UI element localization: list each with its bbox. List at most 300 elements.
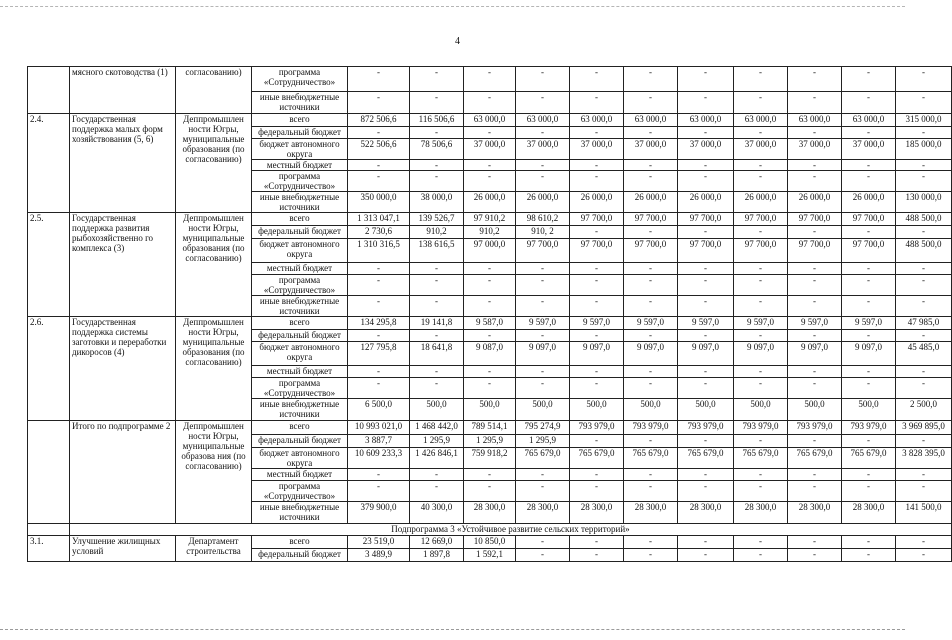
- amount-cell: -: [464, 481, 516, 502]
- amount-cell: 765 679,0: [624, 448, 678, 469]
- amount-cell: -: [516, 67, 570, 92]
- executor-cell: Департамент строительства: [176, 536, 252, 562]
- amount-cell: -: [464, 366, 516, 378]
- amount-cell: 28 300,0: [516, 502, 570, 524]
- amount-cell: 97 700,0: [516, 239, 570, 263]
- amount-cell: 97 700,0: [734, 239, 788, 263]
- amount-cell: 9 097,0: [842, 342, 896, 366]
- amount-cell: -: [734, 92, 788, 114]
- amount-cell: 765 679,0: [516, 448, 570, 469]
- amount-cell: -: [348, 127, 410, 139]
- amount-cell: 97 700,0: [570, 213, 624, 226]
- measure-name-cell: Улучшение жилищных условий: [70, 536, 176, 562]
- amount-cell: 793 979,0: [788, 421, 842, 435]
- amount-cell: -: [624, 160, 678, 171]
- amount-cell: -: [734, 160, 788, 171]
- amount-cell: 37 000,0: [516, 139, 570, 160]
- amount-cell: -: [896, 171, 952, 192]
- amount-cell: 9 097,0: [570, 342, 624, 366]
- funding-source-cell: всего: [252, 317, 348, 330]
- amount-cell: -: [624, 67, 678, 92]
- item-number-cell: 2.4.: [28, 114, 70, 213]
- page-bottom-edge-line: [0, 629, 905, 630]
- amount-cell: 10 993 021,0: [348, 421, 410, 435]
- amount-cell: -: [678, 469, 734, 481]
- amount-cell: -: [570, 536, 624, 549]
- amount-cell: 37 000,0: [734, 139, 788, 160]
- amount-cell: 9 597,0: [678, 317, 734, 330]
- amount-cell: 872 506,6: [348, 114, 410, 127]
- funding-source-cell: местный бюджет: [252, 263, 348, 275]
- amount-cell: -: [842, 127, 896, 139]
- amount-cell: -: [842, 92, 896, 114]
- amount-cell: -: [734, 378, 788, 399]
- amount-cell: -: [570, 296, 624, 317]
- amount-cell: -: [570, 469, 624, 481]
- amount-cell: -: [896, 536, 952, 549]
- amount-cell: 63 000,0: [734, 114, 788, 127]
- funding-source-cell: местный бюджет: [252, 160, 348, 171]
- amount-cell: 63 000,0: [624, 114, 678, 127]
- amount-cell: 26 000,0: [734, 192, 788, 213]
- amount-cell: 9 097,0: [624, 342, 678, 366]
- amount-cell: -: [570, 549, 624, 562]
- amount-cell: -: [464, 67, 516, 92]
- amount-cell: -: [678, 67, 734, 92]
- funding-source-cell: федеральный бюджет: [252, 435, 348, 448]
- amount-cell: -: [788, 330, 842, 342]
- amount-cell: 350 000,0: [348, 192, 410, 213]
- amount-cell: 28 300,0: [788, 502, 842, 524]
- amount-cell: 97 700,0: [788, 239, 842, 263]
- amount-cell: -: [734, 127, 788, 139]
- funding-source-cell: бюджет автономного округа: [252, 239, 348, 263]
- amount-cell: 37 000,0: [788, 139, 842, 160]
- funding-source-cell: всего: [252, 421, 348, 435]
- funding-source-cell: бюджет автономного округа: [252, 448, 348, 469]
- amount-cell: 765 679,0: [678, 448, 734, 469]
- amount-cell: 1 295,9: [410, 435, 464, 448]
- amount-cell: 40 300,0: [410, 502, 464, 524]
- amount-cell: -: [410, 378, 464, 399]
- amount-cell: 3 828 395,0: [896, 448, 952, 469]
- amount-cell: 9 597,0: [570, 317, 624, 330]
- amount-cell: -: [734, 469, 788, 481]
- amount-cell: -: [896, 263, 952, 275]
- amount-cell: -: [624, 92, 678, 114]
- amount-cell: -: [896, 92, 952, 114]
- amount-cell: -: [570, 67, 624, 92]
- amount-cell: -: [678, 481, 734, 502]
- amount-cell: -: [348, 469, 410, 481]
- amount-cell: -: [734, 330, 788, 342]
- amount-cell: -: [624, 469, 678, 481]
- amount-cell: -: [788, 160, 842, 171]
- amount-cell: -: [788, 435, 842, 448]
- amount-cell: 37 000,0: [464, 139, 516, 160]
- amount-cell: -: [678, 226, 734, 239]
- page-top-edge-line: [0, 6, 905, 7]
- item-number-cell: [28, 67, 70, 114]
- amount-cell: 500,0: [464, 399, 516, 421]
- amount-cell: 1 313 047,1: [348, 213, 410, 226]
- amount-cell: -: [410, 330, 464, 342]
- amount-cell: -: [788, 366, 842, 378]
- amount-cell: -: [788, 171, 842, 192]
- amount-cell: 116 506,6: [410, 114, 464, 127]
- amount-cell: -: [788, 67, 842, 92]
- measure-name-cell: Итого по подпрограмме 2: [70, 421, 176, 524]
- amount-cell: -: [410, 263, 464, 275]
- amount-cell: 23 519,0: [348, 536, 410, 549]
- amount-cell: -: [570, 275, 624, 296]
- funding-source-cell: всего: [252, 114, 348, 127]
- amount-cell: 9 097,0: [516, 342, 570, 366]
- amount-cell: 488 500,0: [896, 213, 952, 226]
- amount-cell: -: [842, 275, 896, 296]
- funding-source-cell: всего: [252, 213, 348, 226]
- amount-cell: -: [516, 549, 570, 562]
- amount-cell: 97 700,0: [842, 239, 896, 263]
- amount-cell: -: [624, 366, 678, 378]
- amount-cell: -: [464, 92, 516, 114]
- amount-cell: 500,0: [734, 399, 788, 421]
- amount-cell: -: [570, 435, 624, 448]
- funding-source-cell: бюджет автономного округа: [252, 342, 348, 366]
- amount-cell: -: [348, 330, 410, 342]
- amount-cell: -: [624, 275, 678, 296]
- amount-cell: 185 000,0: [896, 139, 952, 160]
- executor-cell: согласованию): [176, 67, 252, 114]
- amount-cell: -: [678, 275, 734, 296]
- amount-cell: -: [570, 330, 624, 342]
- amount-cell: -: [570, 481, 624, 502]
- amount-cell: -: [896, 469, 952, 481]
- amount-cell: 141 500,0: [896, 502, 952, 524]
- amount-cell: 10 609 233,3: [348, 448, 410, 469]
- amount-cell: 500,0: [788, 399, 842, 421]
- amount-cell: 793 979,0: [734, 421, 788, 435]
- amount-cell: 500,0: [678, 399, 734, 421]
- amount-cell: 134 295,8: [348, 317, 410, 330]
- amount-cell: 97 910,2: [464, 213, 516, 226]
- amount-cell: -: [464, 296, 516, 317]
- funding-source-cell: программа «Сотрудничество»: [252, 481, 348, 502]
- amount-cell: -: [410, 366, 464, 378]
- amount-cell: 9 597,0: [788, 317, 842, 330]
- amount-cell: -: [410, 469, 464, 481]
- amount-cell: -: [896, 366, 952, 378]
- amount-cell: -: [788, 92, 842, 114]
- empty-cell: [28, 524, 70, 536]
- funding-source-cell: программа «Сотрудничество»: [252, 171, 348, 192]
- amount-cell: 78 506,6: [410, 139, 464, 160]
- amount-cell: -: [842, 330, 896, 342]
- amount-cell: -: [788, 296, 842, 317]
- amount-cell: 26 000,0: [624, 192, 678, 213]
- amount-cell: -: [464, 378, 516, 399]
- amount-cell: 488 500,0: [896, 239, 952, 263]
- amount-cell: -: [896, 296, 952, 317]
- amount-cell: -: [734, 536, 788, 549]
- amount-cell: -: [734, 435, 788, 448]
- amount-cell: -: [734, 263, 788, 275]
- amount-cell: -: [410, 127, 464, 139]
- amount-cell: -: [624, 296, 678, 317]
- amount-cell: 765 679,0: [570, 448, 624, 469]
- amount-cell: 138 616,5: [410, 239, 464, 263]
- amount-cell: -: [464, 127, 516, 139]
- funding-source-cell: всего: [252, 536, 348, 549]
- amount-cell: 63 000,0: [842, 114, 896, 127]
- amount-cell: -: [788, 275, 842, 296]
- funding-source-cell: иные внебюджетные источники: [252, 399, 348, 421]
- amount-cell: -: [464, 330, 516, 342]
- amount-cell: -: [516, 160, 570, 171]
- amount-cell: -: [516, 127, 570, 139]
- amount-cell: 1 295,9: [464, 435, 516, 448]
- amount-cell: -: [896, 275, 952, 296]
- amount-cell: 1 426 846,1: [410, 448, 464, 469]
- amount-cell: 97 700,0: [788, 213, 842, 226]
- amount-cell: -: [348, 275, 410, 296]
- amount-cell: 500,0: [624, 399, 678, 421]
- amount-cell: 37 000,0: [842, 139, 896, 160]
- funding-source-cell: местный бюджет: [252, 366, 348, 378]
- amount-cell: -: [678, 160, 734, 171]
- amount-cell: 1 897,8: [410, 549, 464, 562]
- amount-cell: -: [348, 296, 410, 317]
- amount-cell: -: [348, 378, 410, 399]
- funding-source-cell: федеральный бюджет: [252, 127, 348, 139]
- amount-cell: 63 000,0: [678, 114, 734, 127]
- amount-cell: -: [896, 378, 952, 399]
- amount-cell: 97 700,0: [678, 239, 734, 263]
- amount-cell: -: [678, 296, 734, 317]
- amount-cell: -: [678, 549, 734, 562]
- amount-cell: -: [410, 160, 464, 171]
- amount-cell: 26 000,0: [788, 192, 842, 213]
- amount-cell: -: [516, 92, 570, 114]
- amount-cell: 379 900,0: [348, 502, 410, 524]
- amount-cell: 28 300,0: [734, 502, 788, 524]
- amount-cell: -: [624, 378, 678, 399]
- amount-cell: -: [624, 127, 678, 139]
- funding-source-cell: местный бюджет: [252, 469, 348, 481]
- amount-cell: -: [464, 275, 516, 296]
- amount-cell: 28 300,0: [678, 502, 734, 524]
- amount-cell: -: [516, 481, 570, 502]
- amount-cell: 26 000,0: [570, 192, 624, 213]
- amount-cell: -: [624, 435, 678, 448]
- amount-cell: -: [348, 67, 410, 92]
- funding-source-cell: бюджет автономного округа: [252, 139, 348, 160]
- amount-cell: 38 000,0: [410, 192, 464, 213]
- amount-cell: 97 700,0: [678, 213, 734, 226]
- amount-cell: -: [734, 67, 788, 92]
- amount-cell: -: [570, 160, 624, 171]
- item-number-cell: 2.5.: [28, 213, 70, 317]
- funding-source-cell: иные внебюджетные источники: [252, 192, 348, 213]
- amount-cell: -: [842, 226, 896, 239]
- executor-cell: Деппромышлен ности Югры, муниципальные образования (по согласованию): [176, 317, 252, 421]
- amount-cell: 522 506,6: [348, 139, 410, 160]
- amount-cell: -: [734, 549, 788, 562]
- amount-cell: -: [516, 263, 570, 275]
- amount-cell: -: [464, 469, 516, 481]
- amount-cell: -: [516, 275, 570, 296]
- amount-cell: -: [570, 92, 624, 114]
- amount-cell: -: [516, 378, 570, 399]
- amount-cell: -: [842, 160, 896, 171]
- amount-cell: 500,0: [570, 399, 624, 421]
- amount-cell: -: [896, 160, 952, 171]
- amount-cell: 759 918,2: [464, 448, 516, 469]
- amount-cell: 127 795,8: [348, 342, 410, 366]
- amount-cell: 9 597,0: [624, 317, 678, 330]
- amount-cell: 9 097,0: [734, 342, 788, 366]
- amount-cell: 1 310 316,5: [348, 239, 410, 263]
- amount-cell: 793 979,0: [570, 421, 624, 435]
- amount-cell: -: [570, 171, 624, 192]
- funding-source-cell: федеральный бюджет: [252, 549, 348, 562]
- amount-cell: 9 587,0: [464, 317, 516, 330]
- amount-cell: 6 500,0: [348, 399, 410, 421]
- amount-cell: 9 597,0: [516, 317, 570, 330]
- amount-cell: -: [842, 171, 896, 192]
- amount-cell: -: [410, 67, 464, 92]
- amount-cell: -: [570, 263, 624, 275]
- amount-cell: -: [842, 481, 896, 502]
- amount-cell: -: [624, 263, 678, 275]
- funding-source-cell: программа «Сотрудничество»: [252, 67, 348, 92]
- amount-cell: -: [734, 481, 788, 502]
- amount-cell: -: [896, 127, 952, 139]
- amount-cell: -: [788, 469, 842, 481]
- amount-cell: 3 969 895,0: [896, 421, 952, 435]
- amount-cell: 910, 2: [516, 226, 570, 239]
- amount-cell: -: [734, 226, 788, 239]
- amount-cell: 98 610,2: [516, 213, 570, 226]
- amount-cell: -: [624, 481, 678, 502]
- amount-cell: 63 000,0: [570, 114, 624, 127]
- executor-cell: Деппромышлен ности Югры, муниципальные образования (по согласованию): [176, 213, 252, 317]
- amount-cell: 1 295,9: [516, 435, 570, 448]
- amount-cell: -: [788, 481, 842, 502]
- amount-cell: 765 679,0: [788, 448, 842, 469]
- amount-cell: -: [788, 226, 842, 239]
- amount-cell: 9 597,0: [842, 317, 896, 330]
- amount-cell: 28 300,0: [464, 502, 516, 524]
- amount-cell: -: [348, 366, 410, 378]
- amount-cell: -: [842, 67, 896, 92]
- amount-cell: 9 097,0: [678, 342, 734, 366]
- funding-source-cell: иные внебюджетные источники: [252, 296, 348, 317]
- amount-cell: -: [624, 226, 678, 239]
- amount-cell: 500,0: [516, 399, 570, 421]
- amount-cell: 795 274,9: [516, 421, 570, 435]
- amount-cell: -: [570, 127, 624, 139]
- amount-cell: 26 000,0: [464, 192, 516, 213]
- amount-cell: -: [570, 226, 624, 239]
- item-number-cell: 3.1.: [28, 536, 70, 562]
- amount-cell: 47 985,0: [896, 317, 952, 330]
- amount-cell: -: [410, 481, 464, 502]
- amount-cell: 63 000,0: [516, 114, 570, 127]
- amount-cell: -: [348, 92, 410, 114]
- amount-cell: -: [788, 536, 842, 549]
- funding-source-cell: программа «Сотрудничество»: [252, 378, 348, 399]
- amount-cell: -: [624, 330, 678, 342]
- amount-cell: 765 679,0: [734, 448, 788, 469]
- amount-cell: -: [896, 67, 952, 92]
- amount-cell: 26 000,0: [516, 192, 570, 213]
- amount-cell: -: [410, 92, 464, 114]
- amount-cell: 793 979,0: [842, 421, 896, 435]
- executor-cell: Деппромышлен ности Югры, муниципальные образова ния (по согласованию): [176, 421, 252, 524]
- amount-cell: -: [348, 263, 410, 275]
- amount-cell: 793 979,0: [624, 421, 678, 435]
- amount-cell: -: [842, 263, 896, 275]
- measure-name-cell: Государственная поддержка системы заготовки и переработки дикоросов (4): [70, 317, 176, 421]
- amount-cell: -: [896, 226, 952, 239]
- amount-cell: 1 592,1: [464, 549, 516, 562]
- amount-cell: -: [464, 171, 516, 192]
- subprogram-3-title: Подпрограмма 3 «Устойчивое развитие сельских территорий»: [70, 524, 952, 536]
- amount-cell: 12 669,0: [410, 536, 464, 549]
- amount-cell: 19 141,8: [410, 317, 464, 330]
- item-number-cell: [28, 421, 70, 524]
- amount-cell: 315 000,0: [896, 114, 952, 127]
- amount-cell: -: [464, 160, 516, 171]
- amount-cell: 9 087,0: [464, 342, 516, 366]
- amount-cell: -: [348, 481, 410, 502]
- amount-cell: -: [570, 378, 624, 399]
- executor-cell: Деппромышлен ности Югры, муниципальные образования (по согласованию): [176, 114, 252, 213]
- funding-source-cell: федеральный бюджет: [252, 226, 348, 239]
- measure-name-cell: Государственная поддержка развития рыбохозяйственно го комплекса (3): [70, 213, 176, 317]
- amount-cell: 9 097,0: [788, 342, 842, 366]
- amount-cell: 28 300,0: [570, 502, 624, 524]
- amount-cell: 2 730,6: [348, 226, 410, 239]
- amount-cell: -: [516, 296, 570, 317]
- amount-cell: 97 700,0: [624, 239, 678, 263]
- amount-cell: -: [734, 275, 788, 296]
- amount-cell: -: [516, 469, 570, 481]
- amount-cell: -: [516, 536, 570, 549]
- amount-cell: 910,2: [410, 226, 464, 239]
- amount-cell: -: [678, 92, 734, 114]
- amount-cell: 26 000,0: [842, 192, 896, 213]
- amount-cell: 37 000,0: [624, 139, 678, 160]
- amount-cell: -: [348, 160, 410, 171]
- amount-cell: 97 700,0: [624, 213, 678, 226]
- amount-cell: 37 000,0: [678, 139, 734, 160]
- amount-cell: 3 489,9: [348, 549, 410, 562]
- amount-cell: 97 700,0: [570, 239, 624, 263]
- funding-source-cell: иные внебюджетные источники: [252, 92, 348, 114]
- amount-cell: -: [678, 378, 734, 399]
- amount-cell: -: [734, 366, 788, 378]
- amount-cell: 63 000,0: [788, 114, 842, 127]
- amount-cell: -: [678, 536, 734, 549]
- budget-allocation-table: [27, 66, 952, 562]
- amount-cell: 10 850,0: [464, 536, 516, 549]
- amount-cell: 765 679,0: [842, 448, 896, 469]
- amount-cell: 130 000,0: [896, 192, 952, 213]
- amount-cell: -: [788, 127, 842, 139]
- amount-cell: -: [348, 171, 410, 192]
